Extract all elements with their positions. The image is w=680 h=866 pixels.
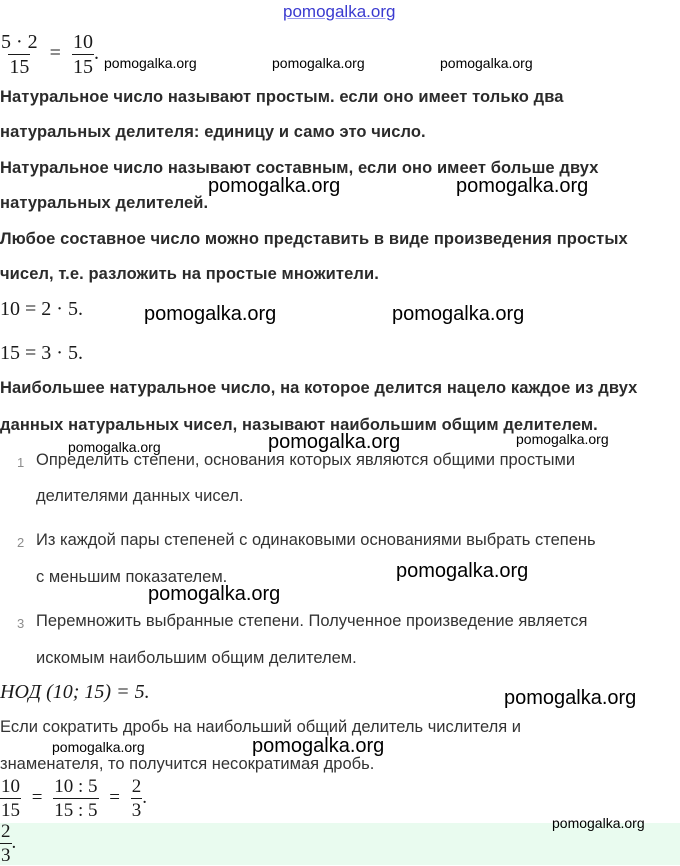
fraction-reduction-equation: $\frac{10}{15}$ = $\frac{10 : 5}{15 : 5}$ = $\frac{2}{3}$ . [1, 776, 147, 821]
definition-composite-line: натуральных делителей. [0, 194, 209, 212]
watermark: pomogalka.org [144, 303, 277, 325]
factorization-line: чисел, т.е. разложить на простые множители. [0, 265, 379, 283]
step-text: искомым наибольшим общим делителем. [36, 649, 357, 667]
nod-equation: НОД (10; 15) = 5. [0, 681, 150, 703]
fraction-equation: $\frac{5 \cdot 2}{15}$ = $\frac{10}{15}$ . [1, 31, 99, 78]
answer-fraction: $\frac{2}{3}$ . [1, 821, 17, 866]
watermark: pomogalka.org [504, 687, 637, 709]
fraction: $\frac{5 \cdot 2}{15}$ [1, 31, 38, 78]
fraction: $\frac{2}{3}$ [1, 821, 11, 866]
step-number: 2 [17, 535, 25, 550]
fraction: $\frac{2}{3}$ [131, 776, 142, 821]
watermark: pomogalka.org [148, 583, 281, 605]
watermark: pomogalka.org [104, 55, 197, 71]
watermark: pomogalka.org [440, 55, 533, 71]
watermark: pomogalka.org [392, 303, 525, 325]
watermark: pomogalka.org [268, 431, 401, 453]
watermark: pomogalka.org [283, 2, 396, 21]
reduce-text-line: Если сократить дробь на наибольший общий делитель числителя и [0, 718, 521, 736]
fraction: $\frac{10}{15}$ [72, 31, 93, 78]
watermark: pomogalka.org [552, 815, 645, 831]
fraction: $\frac{10}{15}$ [1, 776, 20, 821]
watermark: pomogalka.org [208, 175, 341, 197]
equation-10: 10 = 2 · 5. [0, 298, 83, 320]
step-text: Определить степени, основания которых являются общими простыми [36, 451, 576, 469]
step-text: с меньшим показателем. [36, 568, 228, 586]
step-text: Из каждой пары степеней с одинаковыми основаниями выбрать степень [36, 531, 596, 549]
factorization-line: Любое составное число можно представить в виде произведения простых [0, 230, 628, 248]
step-number: 1 [17, 455, 25, 470]
gcd-definition-line: Наибольшее натуральное число, на которое делится нацело каждое из двух [0, 379, 638, 397]
definition-composite-line: Натуральное число называют составным, если оно имеет больше двух [0, 159, 599, 177]
definition-prime-line: натуральных делителя: единицу и само это число. [0, 123, 426, 141]
definition-prime-line: Натуральное число называют простым. если оно имеет только два [0, 88, 564, 106]
step-number: 3 [17, 616, 25, 631]
reduce-text-line: знаменателя, то получится несократимая дробь. [0, 755, 375, 773]
step-text: Перемножить выбранные степени. Полученное произведение является [36, 612, 588, 630]
watermark: pomogalka.org [456, 175, 589, 197]
equation-15: 15 = 3 · 5. [0, 342, 83, 364]
watermark: pomogalka.org [272, 55, 365, 71]
watermark: pomogalka.org [516, 431, 609, 447]
step-text: делителями данных чисел. [36, 487, 244, 505]
watermark: pomogalka.org [52, 739, 145, 755]
gcd-definition-line: данных натуральных чисел, называют наибольшим общим делителем. [0, 416, 598, 434]
watermark: pomogalka.org [68, 439, 161, 455]
fraction: $\frac{10 : 5}{15 : 5}$ [54, 776, 98, 821]
watermark: pomogalka.org [252, 735, 385, 757]
watermark: pomogalka.org [396, 560, 529, 582]
